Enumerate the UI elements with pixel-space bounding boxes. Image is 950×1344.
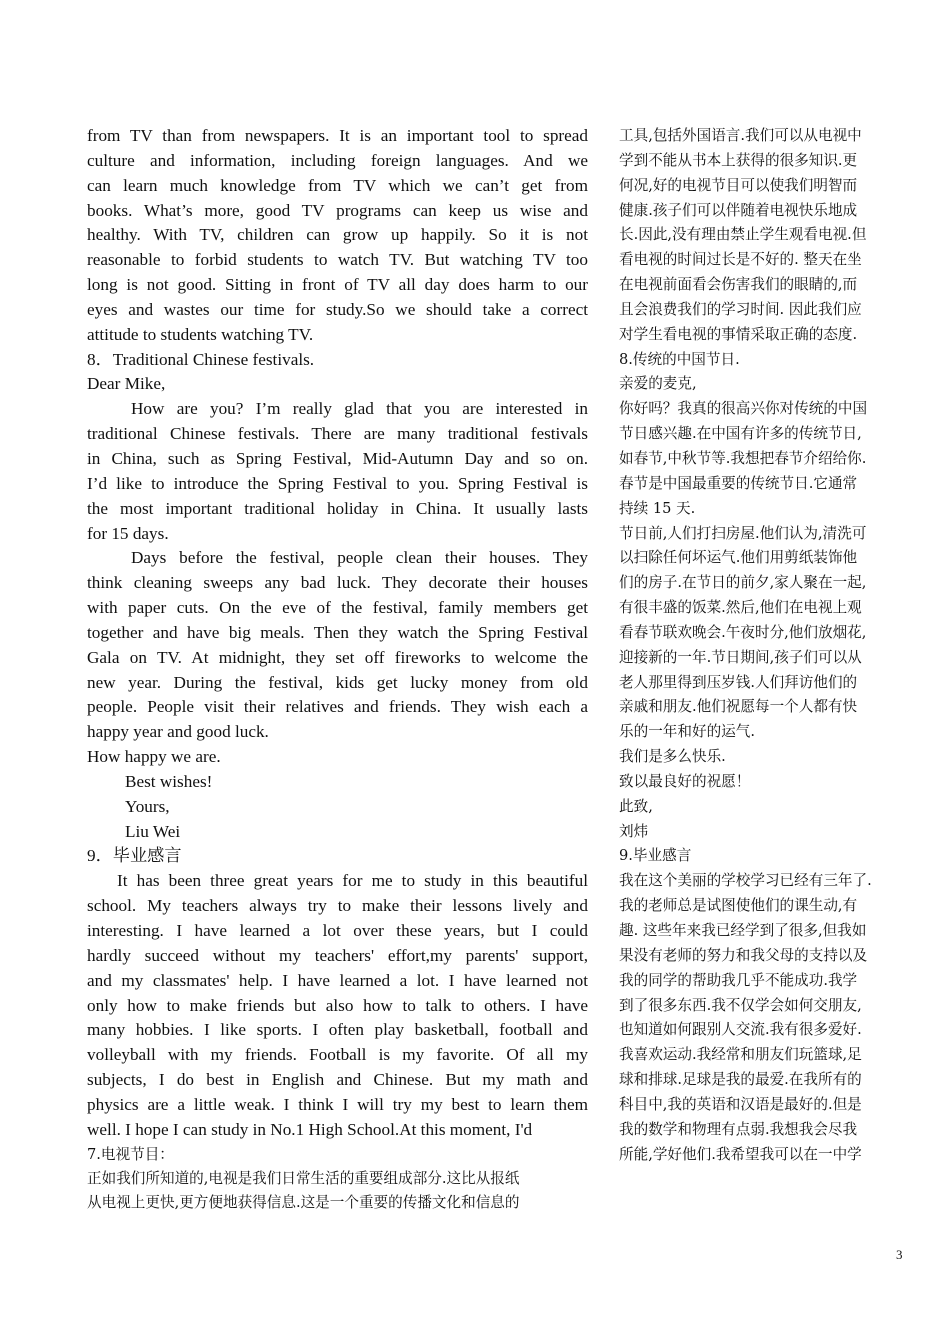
text-line: healthy. With TV, children can grow up happily. So it is not bbox=[87, 225, 588, 245]
graduation-essay-paragraph bbox=[87, 869, 588, 1142]
cn-signature: 刘炜 bbox=[619, 822, 649, 840]
text-line: 我的数学和物理有点弱.我想我会尽我 bbox=[619, 1120, 858, 1138]
letter-yours: Yours, bbox=[125, 796, 170, 816]
text-line: books. What’s more, good TV programs can keep us wise and bbox=[87, 200, 588, 220]
text-line: only how to make friends but also how to talk to others. I have bbox=[87, 995, 588, 1015]
page-number: 3 bbox=[896, 1247, 903, 1262]
text-line: 我的老师总是试图使他们的课生动,有 bbox=[619, 897, 858, 915]
text-line: 果没有老师的努力和我父母的支持以及 bbox=[619, 946, 868, 964]
text-line: 球和排球.足球是我的最爱.在我所有的 bbox=[619, 1071, 862, 1089]
text-line: 从电视上更快,更方便地获得信息.这是一个重要的传播文化和信息的 bbox=[87, 1194, 520, 1212]
text-line: 学到不能从书本上获得的很多知识.更 bbox=[619, 151, 858, 169]
text-line: Days before the festival, people clean their houses. They bbox=[131, 548, 588, 568]
letter-salutation: Dear Mike, bbox=[87, 374, 166, 394]
text-line: 迎接新的一年.节日期间,孩子们可以从 bbox=[619, 648, 862, 666]
text-line: and my classmates' help. I have learned a lot. I have learned not bbox=[87, 970, 588, 990]
text-line: can learn much knowledge from TV which we can’t get from bbox=[87, 175, 588, 195]
text-line: 何况,好的电视节目可以使我们明智而 bbox=[619, 176, 858, 194]
text-line: traditional Chinese festivals. There are many traditional festivals bbox=[87, 424, 588, 444]
letter-signature: Liu Wei bbox=[125, 821, 181, 841]
text-line: 亲戚和朋友.他们祝愿每一个人都有快 bbox=[619, 698, 858, 716]
letter-paragraph-2 bbox=[87, 546, 588, 745]
text-line: How are you? I’m really glad that you are interested in bbox=[131, 399, 588, 419]
text-line: with paper cuts. On the eve of the festival, family members get bbox=[87, 598, 588, 618]
text-line: 你好吗？我真的很高兴你对传统的中国 bbox=[619, 400, 868, 418]
text-line: for 15 days. bbox=[87, 523, 169, 543]
text-line: Gala on TV. At midnight, they set off fireworks to welcome the bbox=[87, 647, 588, 667]
text-line: 如春节,中秋节等.我想把春节介绍给你. bbox=[619, 449, 867, 467]
text-line: 乐的一年和好的运气. bbox=[619, 723, 755, 741]
right-column bbox=[619, 124, 909, 1167]
text-line: 正如我们所知道的,电视是我们日常生活的重要组成部分.这比从报纸 bbox=[87, 1169, 520, 1187]
text-line: long is not good. Sitting in front of TV all day does harm to our bbox=[87, 275, 588, 295]
letter-closing-line: How happy we are. bbox=[87, 747, 221, 767]
text-line: new year. During the festival, kids get lucky money from old bbox=[87, 672, 588, 692]
text-line: 看电视的时间过长是不好的. 整天在坐 bbox=[619, 251, 862, 269]
text-line: 看春节联欢晚会.午夜时分,他们放烟花, bbox=[619, 623, 867, 641]
text-line: 有很丰盛的饭菜.然后,他们在电视上观 bbox=[619, 599, 862, 617]
text-line: 所能,学好他们.我希望我可以在一中学 bbox=[619, 1145, 862, 1163]
text-line: 且会浪费我们的学习时间. 因此我们应 bbox=[619, 300, 862, 318]
text-line: 以扫除任何坏运气.他们用剪纸装饰他 bbox=[619, 549, 858, 567]
text-line: many hobbies. I like sports. I often play basketball, football and bbox=[87, 1020, 588, 1040]
text-line: 老人那里得到压岁钱.人们拜访他们的 bbox=[619, 673, 858, 691]
text-line: culture and information, including foreign languages. And we bbox=[87, 150, 588, 170]
left-column bbox=[87, 124, 588, 1215]
text-line: 趣. 这些年来我已经学到了很多,但我如 bbox=[619, 922, 867, 939]
text-line: people. People visit their relatives and friends. They wish each a bbox=[87, 697, 588, 717]
text-line: physics are a little weak. I think I will try my best to learn them bbox=[87, 1094, 588, 1114]
text-line: school. My teachers always try to make their lessons lively and bbox=[87, 896, 588, 916]
cn-yours: 此致, bbox=[619, 797, 653, 815]
text-line: together and have big meals. Then they watch the Spring Festival bbox=[87, 622, 588, 642]
text-line: 健康.孩子们可以伴随着电视快乐地成 bbox=[619, 201, 858, 219]
section-8-cn-heading: 8.传统的中国节日. bbox=[619, 350, 740, 368]
section-8-heading: 8．Traditional Chinese festivals. bbox=[87, 349, 315, 369]
text-line: 我的同学的帮助我几乎不能成功.我学 bbox=[619, 971, 858, 989]
text-line: 到了很多东西.我不仅学会如何交朋友, bbox=[619, 996, 862, 1014]
text-line: think cleaning sweeps any bad luck. They decorate their houses bbox=[87, 573, 588, 593]
text-line: 在电视前面看会伤害我们的眼睛的,而 bbox=[619, 276, 858, 294]
text-line: well. I hope I can study in No.1 High School.At this moment, I'd bbox=[87, 1119, 533, 1139]
text-line: 长.因此,没有理由禁止学生观看电视.但 bbox=[619, 226, 867, 244]
text-line: happy year and good luck. bbox=[87, 722, 269, 742]
text-line: from TV than from newspapers. It is an important tool to spread bbox=[87, 126, 588, 145]
text-line: subjects, I do best in English and Chinese. But my math and bbox=[87, 1070, 588, 1090]
text-line: attitude to students watching TV. bbox=[87, 324, 314, 344]
text-line: eyes and wastes our time for study.So we should take a correct bbox=[87, 299, 588, 319]
letter-paragraph-1 bbox=[87, 397, 588, 546]
letter-best-wishes: Best wishes! bbox=[125, 771, 213, 791]
text-line: volleyball with my friends. Football is my favorite. Of all my bbox=[87, 1045, 588, 1065]
section-7-cn-heading: 7.电视节目： bbox=[87, 1145, 174, 1163]
text-line: the most important traditional holiday in China. It usually lasts bbox=[87, 498, 588, 518]
text-line: 我在这个美丽的学校学习已经有三年了. bbox=[619, 872, 872, 890]
text-line: in China, such as Spring Festival, Mid-Autumn Day and so on. bbox=[87, 448, 588, 468]
text-line: 春节是中国最重要的传统节日.它通常 bbox=[619, 474, 858, 492]
tv-essay-paragraph bbox=[87, 124, 588, 348]
text-line: reasonable to forbid students to watch TV. But watching TV too bbox=[87, 250, 588, 270]
cn-salutation: 亲爱的麦克, bbox=[619, 375, 697, 393]
text-line: 节日感兴趣.在中国有许多的传统节日, bbox=[619, 425, 862, 443]
text-line: 工具,包括外国语言.我们可以从电视中 bbox=[619, 127, 862, 144]
text-line: 对学生看电视的事情采取正确的态度. bbox=[619, 325, 858, 343]
section-9-cn-heading: 9.毕业感言 bbox=[619, 847, 692, 865]
text-line: 们的房子.在节日的前夕,家人聚在一起, bbox=[619, 574, 867, 592]
cn-closing-line: 我们是多么快乐. bbox=[619, 748, 726, 766]
text-line: It has been three great years for me to study in this beautiful bbox=[117, 871, 588, 891]
text-line: hardly succeed without my teachers' effort,my parents' support, bbox=[87, 945, 588, 965]
section-9-heading: 9．毕业感言 bbox=[87, 846, 182, 866]
text-line: I’d like to introduce the Spring Festival to you. Spring Festival is bbox=[87, 473, 588, 493]
text-line: 持续 15 天. bbox=[619, 499, 696, 517]
text-line: 科目中,我的英语和汉语是最好的.但是 bbox=[619, 1095, 862, 1113]
text-line: 也知道如何跟别人交流.我有很多爱好. bbox=[619, 1021, 862, 1039]
text-line: 我喜欢运动.我经常和朋友们玩篮球,足 bbox=[619, 1046, 862, 1064]
cn-best-wishes: 致以最良好的祝愿！ bbox=[619, 772, 751, 790]
text-line: interesting. I have learned a lot over these years, but I could bbox=[87, 921, 588, 940]
text-line: 节日前,人们打扫房屋.他们认为,清洗可 bbox=[619, 524, 867, 542]
